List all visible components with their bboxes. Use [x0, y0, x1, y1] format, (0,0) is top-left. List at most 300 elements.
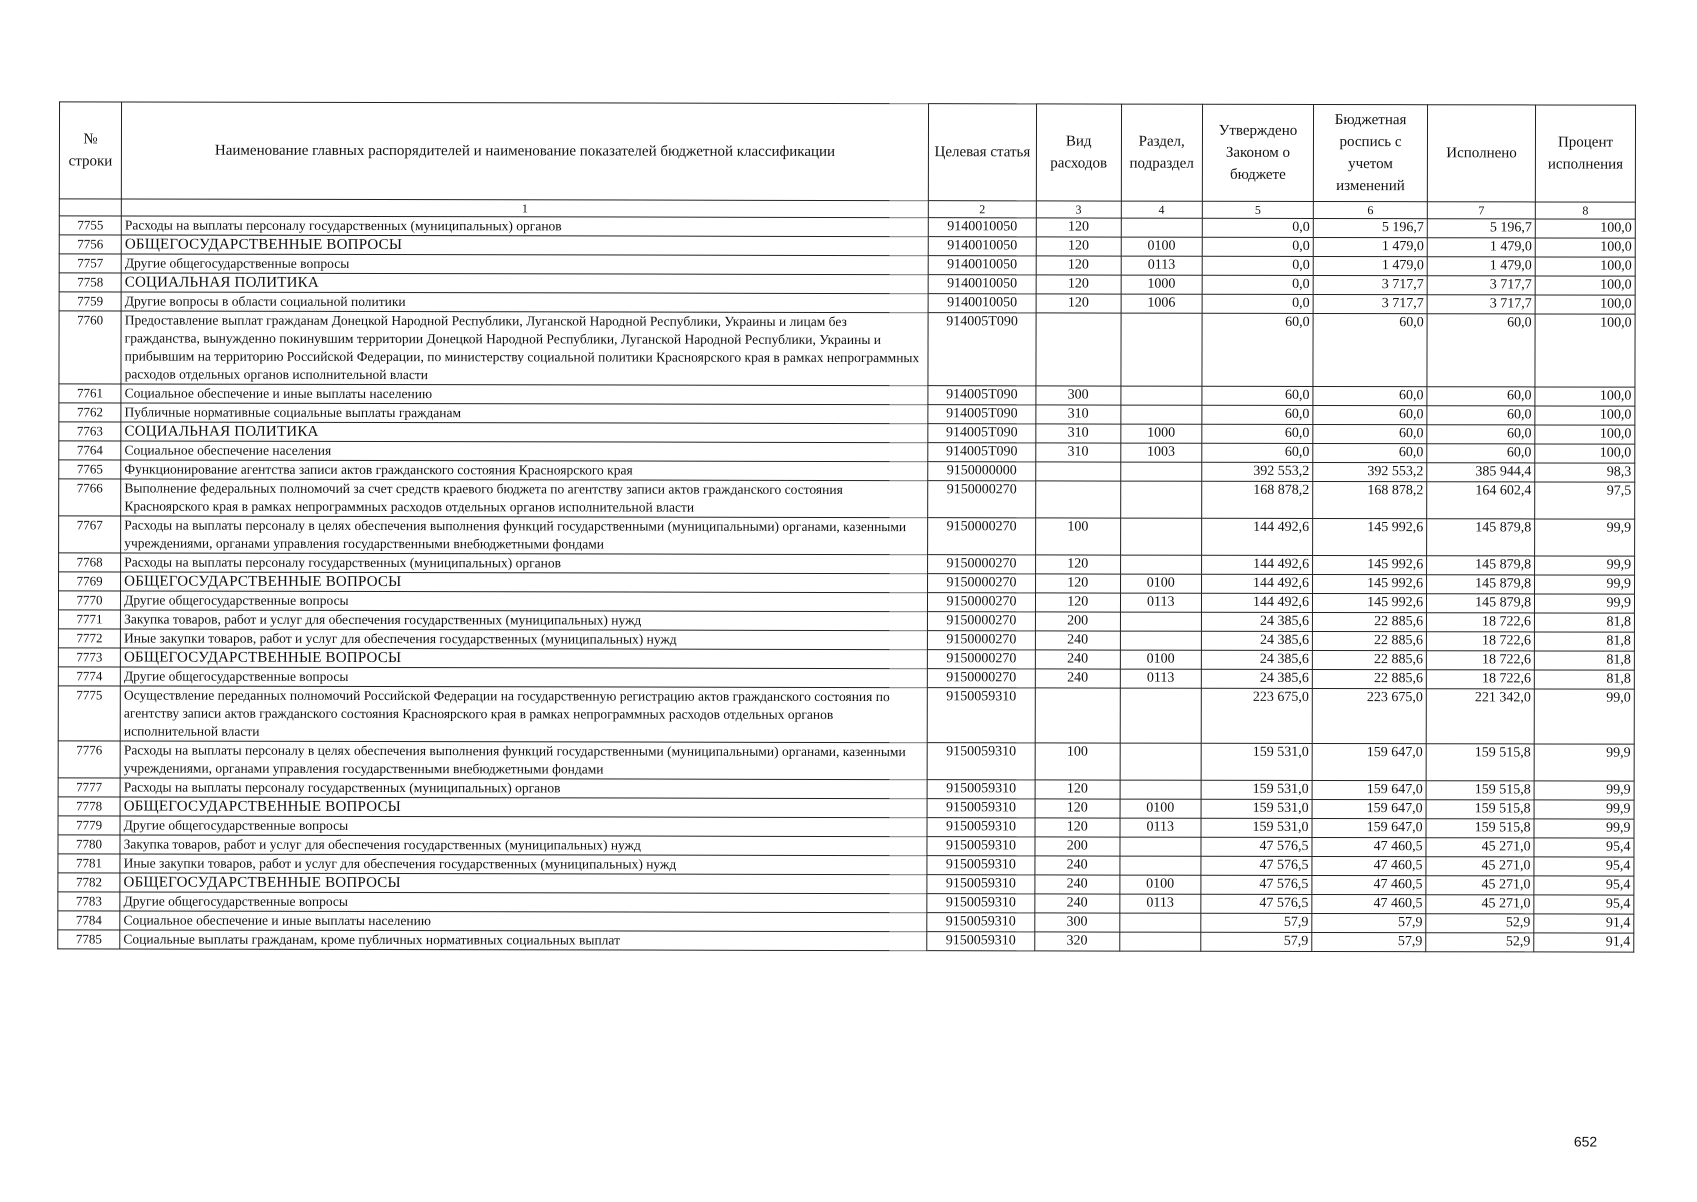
row-name-cell: СОЦИАЛЬНАЯ ПОЛИТИКА [121, 273, 928, 294]
table-row [59, 292, 1635, 314]
expense-kind-cell: 300 [1036, 386, 1121, 405]
section-cell: 0100 [1121, 237, 1203, 256]
executed-cell: 385 944,4 [1427, 463, 1535, 482]
expense-kind-cell: 120 [1036, 256, 1121, 275]
section-cell [1120, 518, 1202, 555]
approved-cell: 57,9 [1201, 913, 1312, 932]
budget-list-cell: 159 647,0 [1312, 780, 1426, 799]
executed-cell: 164 602,4 [1427, 482, 1535, 519]
expense-kind-cell: 310 [1036, 424, 1121, 443]
percent-cell: 99,9 [1535, 519, 1635, 556]
budget-list-cell: 22 885,6 [1312, 669, 1426, 688]
percent-cell: 99,9 [1534, 781, 1634, 800]
row-name-cell: Закупка товаров, работ и услуг для обеспечения государственных (муниципальных) нужд [121, 610, 928, 631]
table-row [58, 610, 1634, 632]
section-cell: 0100 [1120, 650, 1202, 669]
row-name-cell: Иные закупки товаров, работ и услуг для обеспечения государственных (муниципальных) нужд [120, 854, 927, 875]
percent-cell: 95,4 [1534, 895, 1634, 914]
row-name-cell: Публичные нормативные социальные выплаты гражданам [121, 403, 928, 424]
percent-cell: 100,0 [1535, 257, 1635, 276]
executed-cell: 45 271,0 [1426, 838, 1534, 857]
target-article-cell: 9150000270 [927, 650, 1035, 669]
percent-cell: 81,8 [1535, 613, 1635, 632]
approved-cell: 60,0 [1202, 443, 1313, 462]
row-name-cell: ОБЩЕГОСУДАРСТВЕННЫЕ ВОПРОСЫ [120, 797, 927, 818]
section-cell [1120, 743, 1202, 780]
percent-cell: 100,0 [1535, 219, 1635, 238]
row-number-cell: 7783 [58, 892, 120, 911]
budget-list-cell: 47 460,5 [1312, 894, 1426, 913]
budget-list-cell: 60,0 [1313, 313, 1427, 386]
percent-cell: 95,4 [1534, 857, 1634, 876]
expense-kind-cell: 120 [1036, 294, 1121, 313]
percent-cell: 99,9 [1535, 594, 1635, 613]
target-article-cell: 9150000270 [928, 518, 1036, 555]
table-row [59, 422, 1635, 444]
section-cell: 0100 [1120, 574, 1202, 593]
table-row [59, 273, 1635, 295]
row-name-cell: СОЦИАЛЬНАЯ ПОЛИТИКА [121, 422, 928, 443]
budget-list-cell: 5 196,7 [1313, 218, 1427, 237]
budget-list-cell: 60,0 [1313, 443, 1427, 462]
expense-kind-cell: 240 [1035, 631, 1120, 650]
expense-kind-cell [1036, 481, 1121, 518]
budget-list-cell: 145 992,6 [1313, 574, 1427, 593]
approved-cell: 144 492,6 [1201, 593, 1312, 612]
expense-kind-cell: 240 [1035, 894, 1120, 913]
approved-cell: 0,0 [1202, 237, 1313, 256]
table-row [58, 930, 1634, 952]
expense-kind-cell: 100 [1035, 743, 1120, 780]
target-article-cell: 9150059310 [927, 818, 1035, 837]
approved-cell: 144 492,6 [1202, 518, 1313, 555]
section-cell [1120, 481, 1202, 518]
approved-cell: 0,0 [1202, 294, 1313, 313]
table-row [58, 892, 1634, 914]
table-row [59, 403, 1635, 425]
budget-list-cell: 60,0 [1313, 424, 1427, 443]
row-number-cell: 7765 [59, 460, 121, 479]
row-number-cell: 7760 [59, 311, 121, 384]
row-name-cell: Расходы на выплаты персоналу в целях обеспечения выполнения функций государственными (муниципальными) органами, казенными учреждениями, органами управления государственными внебюджетными фондами [120, 741, 927, 780]
approved-cell: 57,9 [1201, 932, 1312, 951]
section-cell [1120, 631, 1202, 650]
expense-kind-cell: 100 [1036, 518, 1121, 555]
approved-cell: 47 576,5 [1201, 856, 1312, 875]
section-cell: 0113 [1121, 256, 1203, 275]
executed-cell: 145 879,8 [1427, 519, 1535, 556]
approved-cell: 144 492,6 [1202, 574, 1313, 593]
target-article-cell: 9150059310 [927, 837, 1035, 856]
row-name-cell: Другие общегосударственные вопросы [120, 667, 927, 688]
column-number: 4 [1121, 201, 1203, 218]
target-article-cell: 914005Т090 [928, 405, 1036, 424]
percent-cell: 100,0 [1535, 314, 1635, 387]
executed-cell: 60,0 [1427, 406, 1535, 425]
budget-list-cell: 60,0 [1313, 405, 1427, 424]
row-name-cell: Другие общегосударственные вопросы [121, 591, 928, 612]
row-name-cell: Социальное обеспечение и иные выплаты населению [121, 384, 928, 405]
row-number-cell: 7762 [59, 403, 121, 422]
target-article-cell: 9150059310 [927, 875, 1035, 894]
budget-list-cell: 60,0 [1313, 386, 1427, 405]
approved-cell: 159 531,0 [1201, 780, 1312, 799]
expense-kind-cell [1035, 688, 1120, 743]
row-number-cell: 7772 [58, 629, 120, 648]
target-article-cell: 9150059310 [927, 799, 1035, 818]
table-row [58, 797, 1634, 819]
table-row [59, 479, 1635, 519]
table-row [58, 835, 1634, 857]
row-name-cell: Иные закупки товаров, работ и услуг для обеспечения государственных (муниципальных) нужд [121, 629, 928, 650]
executed-cell: 159 515,8 [1426, 800, 1534, 819]
column-number: 2 [928, 201, 1036, 218]
percent-cell: 99,9 [1534, 744, 1634, 781]
executed-cell: 18 722,6 [1426, 670, 1534, 689]
column-number: 8 [1535, 202, 1635, 219]
table-row [58, 629, 1634, 651]
target-article-cell: 9140010050 [928, 218, 1036, 237]
target-article-cell: 9140010050 [928, 275, 1036, 294]
row-number-cell: 7757 [59, 254, 121, 273]
approved-cell: 159 531,0 [1201, 799, 1312, 818]
header-budget-list: Бюджетная роспись с учетом изменений [1313, 104, 1427, 201]
row-name-cell: Осуществление переданных полномочий Российской Федерации на государственную регистрацию актов гражданского состояния по агентству записи актов гражданского состояния Красноярского края в рамках непрограммных расходов отдельных органов исполнительной власти [120, 686, 927, 743]
row-number-cell: 7784 [58, 911, 120, 930]
expense-kind-cell: 300 [1035, 913, 1120, 932]
target-article-cell: 9150000270 [927, 574, 1035, 593]
executed-cell: 18 722,6 [1427, 613, 1535, 632]
row-name-cell: Расходы на выплаты персоналу государственных (муниципальных) органов [121, 216, 928, 237]
table-row [58, 667, 1634, 689]
executed-cell: 1 479,0 [1427, 257, 1535, 276]
executed-cell: 3 717,7 [1427, 276, 1535, 295]
percent-cell: 95,4 [1534, 838, 1634, 857]
percent-cell: 100,0 [1535, 295, 1635, 314]
budget-list-cell: 47 460,5 [1312, 856, 1426, 875]
section-cell [1120, 780, 1202, 799]
approved-cell: 0,0 [1202, 256, 1313, 275]
row-number-cell: 7777 [58, 778, 120, 797]
budget-list-cell: 3 717,7 [1313, 275, 1427, 294]
column-number: 1 [121, 199, 928, 218]
executed-cell: 159 515,8 [1426, 781, 1534, 800]
row-number-cell: 7775 [58, 686, 120, 741]
percent-cell: 91,4 [1534, 933, 1634, 952]
header-row-number: № строки [59, 102, 121, 199]
section-cell [1119, 913, 1201, 932]
expense-kind-cell: 240 [1035, 650, 1120, 669]
executed-cell: 3 717,7 [1427, 295, 1535, 314]
section-cell: 1000 [1120, 424, 1202, 443]
expense-kind-cell: 120 [1036, 218, 1121, 237]
section-cell: 0113 [1120, 669, 1202, 688]
budget-list-cell: 22 885,6 [1312, 650, 1426, 669]
expense-kind-cell: 120 [1035, 780, 1120, 799]
budget-list-cell: 57,9 [1312, 913, 1426, 932]
row-number-cell: 7764 [59, 441, 121, 460]
header-approved: Утверждено Законом о бюджете [1202, 104, 1313, 201]
table-row [59, 235, 1635, 257]
section-cell [1120, 386, 1202, 405]
target-article-cell: 9150000270 [927, 631, 1035, 650]
table-row [59, 254, 1635, 276]
executed-cell: 45 271,0 [1426, 895, 1534, 914]
row-name-cell: ОБЩЕГОСУДАРСТВЕННЫЕ ВОПРОСЫ [121, 235, 928, 256]
budget-list-cell: 223 675,0 [1312, 688, 1426, 743]
budget-list-cell: 57,9 [1312, 932, 1426, 951]
expense-kind-cell: 120 [1036, 275, 1121, 294]
table-row [59, 216, 1635, 238]
approved-cell: 0,0 [1202, 275, 1313, 294]
section-cell [1120, 462, 1202, 481]
row-name-cell: Другие общегосударственные вопросы [121, 254, 928, 275]
target-article-cell: 914005Т090 [928, 424, 1036, 443]
row-number-cell: 7771 [58, 610, 120, 629]
approved-cell: 24 385,6 [1201, 631, 1312, 650]
row-name-cell: Социальное обеспечение и иные выплаты населению [120, 911, 927, 932]
target-article-cell: 9150059310 [927, 743, 1035, 780]
header-executed: Исполнено [1427, 105, 1535, 202]
percent-cell: 100,0 [1535, 387, 1635, 406]
target-article-cell: 9150059310 [927, 894, 1035, 913]
approved-cell: 0,0 [1202, 218, 1313, 237]
table-row [58, 741, 1634, 781]
budget-execution-table [57, 101, 1636, 952]
executed-cell: 52,9 [1426, 914, 1534, 933]
expense-kind-cell: 120 [1035, 574, 1120, 593]
target-article-cell: 9150059310 [927, 856, 1035, 875]
budget-list-cell: 168 878,2 [1313, 481, 1427, 518]
executed-cell: 60,0 [1427, 314, 1535, 387]
row-name-cell: Другие общегосударственные вопросы [120, 892, 927, 913]
executed-cell: 5 196,7 [1427, 219, 1535, 238]
row-number-cell: 7779 [58, 816, 120, 835]
header-percent: Процент исполнения [1535, 105, 1635, 202]
approved-cell: 60,0 [1202, 424, 1313, 443]
budget-list-cell: 22 885,6 [1312, 631, 1426, 650]
section-cell [1119, 837, 1201, 856]
budget-list-cell: 392 553,2 [1313, 462, 1427, 481]
budget-list-cell: 145 992,6 [1313, 593, 1427, 612]
budget-list-cell: 159 647,0 [1312, 818, 1426, 837]
row-number-cell: 7763 [59, 422, 121, 441]
approved-cell: 159 531,0 [1201, 818, 1312, 837]
table-row [59, 460, 1635, 482]
approved-cell: 24 385,6 [1201, 669, 1312, 688]
row-number-cell: 7761 [59, 384, 121, 403]
expense-kind-cell: 120 [1035, 799, 1120, 818]
executed-cell: 145 879,8 [1427, 594, 1535, 613]
table-row [59, 441, 1635, 463]
approved-cell: 60,0 [1202, 405, 1313, 424]
table-row [58, 911, 1634, 933]
row-name-cell: Закупка товаров, работ и услуг для обеспечения государственных (муниципальных) нужд [120, 835, 927, 856]
section-cell [1119, 932, 1201, 951]
row-number-cell: 7780 [58, 835, 120, 854]
percent-cell: 99,9 [1535, 575, 1635, 594]
percent-cell: 99,0 [1534, 689, 1634, 744]
percent-cell: 97,5 [1535, 482, 1635, 519]
target-article-cell: 914005Т090 [928, 443, 1036, 462]
percent-cell: 100,0 [1535, 406, 1635, 425]
expense-kind-cell: 120 [1035, 818, 1120, 837]
section-cell: 1003 [1120, 443, 1202, 462]
header-expense-kind: Вид расходов [1036, 104, 1121, 201]
target-article-cell: 9150000270 [927, 612, 1035, 631]
executed-cell: 45 271,0 [1426, 857, 1534, 876]
expense-kind-cell: 240 [1035, 669, 1120, 688]
expense-kind-cell: 320 [1035, 932, 1120, 951]
row-number-cell: 7767 [59, 516, 121, 553]
executed-cell: 45 271,0 [1426, 876, 1534, 895]
section-cell: 0113 [1119, 894, 1201, 913]
executed-cell: 60,0 [1427, 444, 1535, 463]
budget-list-cell: 3 717,7 [1313, 294, 1427, 313]
row-name-cell: Расходы на выплаты персоналу в целях обеспечения выполнения функций государственными (муниципальными) органами, казенными учреждениями, органами управления государственными внебюджетными фондами [121, 516, 928, 555]
row-name-cell: ОБЩЕГОСУДАРСТВЕННЫЕ ВОПРОСЫ [120, 648, 927, 669]
table-row [59, 311, 1635, 387]
row-name-cell: Расходы на выплаты персоналу государственных (муниципальных) органов [120, 778, 927, 799]
expense-kind-cell: 120 [1035, 593, 1120, 612]
section-cell [1119, 856, 1201, 875]
executed-cell: 145 879,8 [1427, 575, 1535, 594]
approved-cell: 168 878,2 [1202, 481, 1313, 518]
target-article-cell: 9150000270 [927, 669, 1035, 688]
budget-list-cell: 47 460,5 [1312, 875, 1426, 894]
target-article-cell: 9150059310 [927, 913, 1035, 932]
row-name-cell: Социальные выплаты гражданам, кроме публичных нормативных социальных выплат [120, 930, 927, 951]
section-cell: 0100 [1119, 875, 1201, 894]
header-target-article: Целевая статья [928, 104, 1036, 201]
row-number-cell: 7776 [58, 741, 120, 778]
executed-cell: 159 515,8 [1426, 744, 1534, 781]
target-article-cell: 9150000270 [928, 555, 1036, 574]
table-body [58, 216, 1636, 952]
row-name-cell: Другие вопросы в области социальной политики [121, 292, 928, 313]
table-row [58, 816, 1634, 838]
table-row [59, 384, 1635, 406]
target-article-cell: 9140010050 [928, 237, 1036, 256]
executed-cell: 18 722,6 [1426, 651, 1534, 670]
expense-kind-cell: 310 [1036, 443, 1121, 462]
row-number-cell: 7755 [59, 216, 121, 235]
expense-kind-cell: 200 [1035, 837, 1120, 856]
approved-cell: 223 675,0 [1201, 688, 1312, 743]
expense-kind-cell: 120 [1036, 555, 1121, 574]
executed-cell: 221 342,0 [1426, 689, 1534, 744]
executed-cell: 18 722,6 [1427, 632, 1535, 651]
executed-cell: 60,0 [1427, 387, 1535, 406]
table-row [58, 591, 1634, 613]
row-number-cell: 7773 [58, 648, 120, 667]
target-article-cell: 9140010050 [928, 256, 1036, 275]
budget-list-cell: 1 479,0 [1313, 256, 1427, 275]
percent-cell: 99,9 [1534, 819, 1634, 838]
row-number-cell: 7781 [58, 854, 120, 873]
budget-list-cell: 145 992,6 [1313, 555, 1427, 574]
header-name: Наименование главных распорядителей и наименование показателей бюджетной классификации [121, 102, 928, 201]
expense-kind-cell: 310 [1036, 405, 1121, 424]
row-number-cell: 7759 [59, 292, 121, 311]
target-article-cell: 9150000000 [928, 462, 1036, 481]
percent-cell: 91,4 [1534, 914, 1634, 933]
row-name-cell: ОБЩЕГОСУДАРСТВЕННЫЕ ВОПРОСЫ [121, 572, 928, 593]
percent-cell: 100,0 [1535, 238, 1635, 257]
target-article-cell: 914005Т090 [928, 386, 1036, 405]
row-number-cell: 7774 [58, 667, 120, 686]
budget-list-cell: 145 992,6 [1313, 518, 1427, 555]
column-number: 5 [1202, 201, 1313, 218]
approved-cell: 47 576,5 [1201, 875, 1312, 894]
row-name-cell: Функционирование агентства записи актов гражданского состояния Красноярского края [121, 460, 928, 481]
target-article-cell: 9150059310 [927, 780, 1035, 799]
budget-list-cell: 1 479,0 [1313, 237, 1427, 256]
row-number-cell: 7778 [58, 797, 120, 816]
table-row [58, 873, 1634, 895]
section-cell [1120, 405, 1202, 424]
budget-list-cell: 159 647,0 [1312, 743, 1426, 780]
section-cell [1120, 688, 1202, 743]
section-cell [1120, 612, 1202, 631]
column-number: 6 [1313, 201, 1427, 218]
row-number-cell: 7758 [59, 273, 121, 292]
percent-cell: 81,8 [1534, 670, 1634, 689]
section-cell: 0100 [1120, 799, 1202, 818]
row-name-cell: Социальное обеспечение населения [121, 441, 928, 462]
target-article-cell: 9140010050 [928, 294, 1036, 313]
budget-list-cell: 22 885,6 [1312, 612, 1426, 631]
percent-cell: 100,0 [1535, 444, 1635, 463]
approved-cell: 24 385,6 [1201, 650, 1312, 669]
section-cell: 1006 [1121, 294, 1203, 313]
column-number [59, 199, 121, 216]
executed-cell: 145 879,8 [1427, 556, 1535, 575]
expense-kind-cell: 240 [1035, 856, 1120, 875]
header-row [59, 102, 1635, 202]
expense-kind-cell [1036, 313, 1121, 386]
target-article-cell: 9150059310 [927, 932, 1035, 951]
approved-cell: 60,0 [1202, 313, 1313, 386]
table-row [59, 553, 1635, 575]
approved-cell: 47 576,5 [1201, 894, 1312, 913]
table-header [59, 102, 1635, 219]
table-row [59, 572, 1635, 594]
approved-cell: 47 576,5 [1201, 837, 1312, 856]
percent-cell: 99,9 [1535, 556, 1635, 575]
row-number-cell: 7770 [58, 591, 120, 610]
table-row [58, 778, 1634, 800]
expense-kind-cell [1036, 462, 1121, 481]
row-name-cell: Другие общегосударственные вопросы [120, 816, 927, 837]
approved-cell: 60,0 [1202, 386, 1313, 405]
column-number: 7 [1427, 202, 1535, 219]
expense-kind-cell: 120 [1036, 237, 1121, 256]
section-cell [1121, 218, 1203, 237]
budget-list-cell: 159 647,0 [1312, 799, 1426, 818]
section-cell [1120, 313, 1202, 386]
percent-cell: 98,3 [1535, 463, 1635, 482]
executed-cell: 60,0 [1427, 425, 1535, 444]
row-name-cell: ОБЩЕГОСУДАРСТВЕННЫЕ ВОПРОСЫ [120, 873, 927, 894]
percent-cell: 95,4 [1534, 876, 1634, 895]
row-number-cell: 7769 [59, 572, 121, 591]
expense-kind-cell: 240 [1035, 875, 1120, 894]
percent-cell: 81,8 [1535, 632, 1635, 651]
row-name-cell: Расходы на выплаты персоналу государственных (муниципальных) органов [121, 553, 928, 574]
row-number-cell: 7768 [59, 553, 121, 572]
row-number-cell: 7766 [59, 479, 121, 516]
